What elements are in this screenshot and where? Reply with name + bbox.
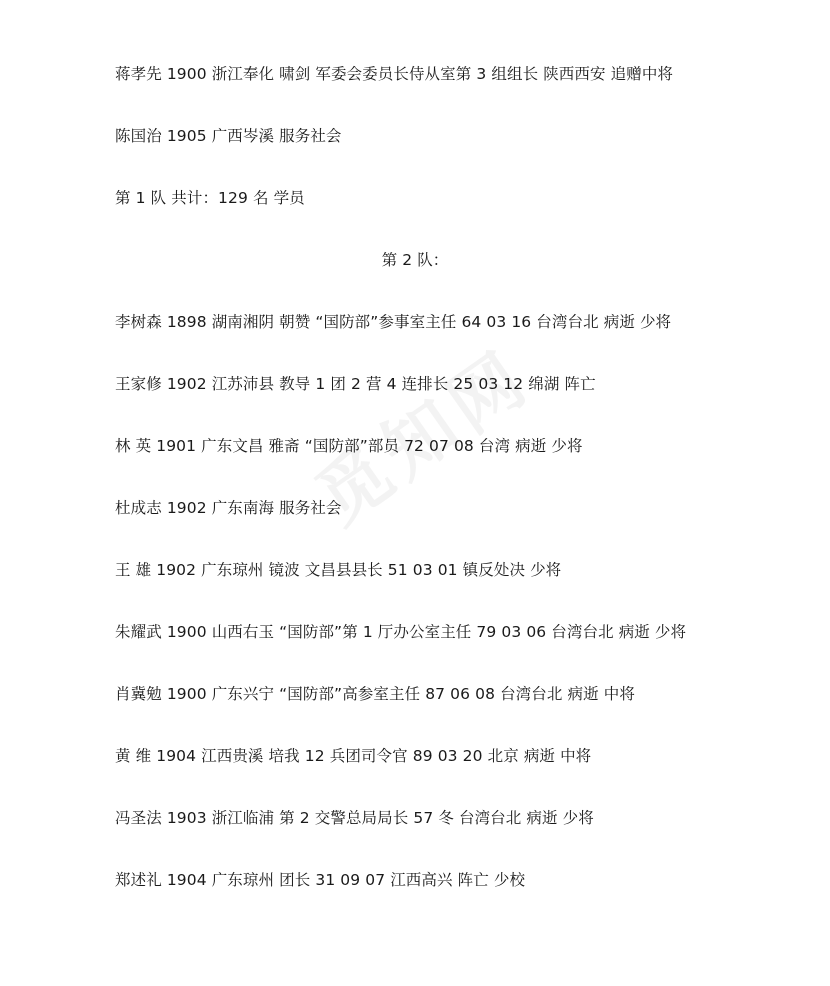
text-line: 郑述礼 1904 广东琼州 团长 31 09 07 江西高兴 阵亡 少校: [115, 871, 526, 889]
text-line: 林 英 1901 广东文昌 雅斋 “国防部”部员 72 07 08 台湾 病逝 少将: [115, 437, 583, 455]
text-line: 王 雄 1902 广东琼州 镜波 文昌县县长 51 03 01 镇反处决 少将: [115, 561, 562, 579]
text-line: 朱耀武 1900 山西右玉 “国防部”第 1 厅办公室主任 79 03 06 台湾台北 病逝 少将: [115, 623, 687, 641]
text-line: 黄 维 1904 江西贵溪 培我 12 兵团司令官 89 03 20 北京 病逝 中将: [115, 747, 592, 765]
text-line: 陈国治 1905 广西岑溪 服务社会: [115, 127, 342, 145]
text-line: 王家修 1902 江苏沛县 教导 1 团 2 营 4 连排长 25 03 12 绵湖 阵亡: [115, 375, 596, 393]
text-line: 蒋孝先 1900 浙江奉化 啸剑 军委会委员长侍从室第 3 组组长 陕西西安 追赠中将: [115, 65, 674, 83]
text-line: 冯圣法 1903 浙江临浦 第 2 交警总局局长 57 冬 台湾台北 病逝 少将: [115, 809, 594, 827]
text-line: 李树森 1898 湖南湘阴 朝赞 “国防部”参事室主任 64 03 16 台湾台北 病逝 少将: [115, 313, 672, 331]
text-line: 肖冀勉 1900 广东兴宁 “国防部”高参室主任 87 06 08 台湾台北 病逝 中将: [115, 685, 635, 703]
text-line: 第 1 队 共计：129 名 学员: [115, 189, 305, 207]
text-line: 杜成志 1902 广东南海 服务社会: [115, 499, 342, 517]
section-heading: 第 2 队：: [381, 251, 449, 269]
